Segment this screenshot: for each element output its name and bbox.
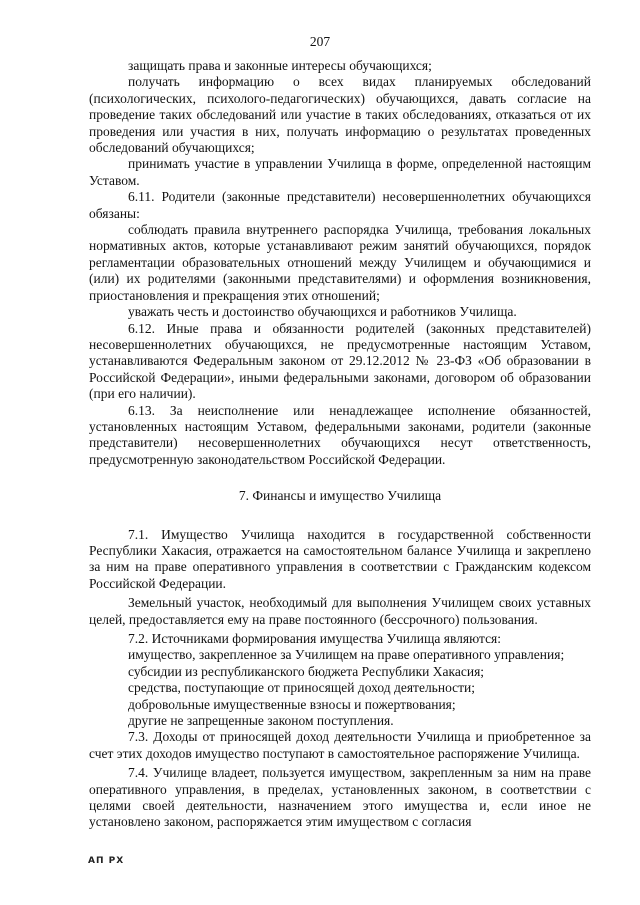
footer-stamp-mark: АП РХ <box>88 856 125 866</box>
page-number: 207 <box>309 34 331 49</box>
paragraph: 7.4. Училище владеет, пользуется имуществом, закрепленным за ним на праве оперативного управления, в пределах, установленных законом, в соответствии с целями своей деятельности, назначением этого имущества и, если иное не установлено законом, распоряжается этим имуществом с согласия <box>89 765 591 830</box>
paragraph: средства, поступающие от приносящей доход деятельности; <box>128 680 476 696</box>
paragraph: защищать права и законные интересы обучающихся; <box>128 58 432 73</box>
paragraph: 6.12. Иные права и обязанности родителей (законных представителей) несовершеннолетних обучающихся, не предусмотренные настоящим Уставом, устанавливаются Федеральным законом от 29.12.2012 № 23-ФЗ «Об образовании в Российской Федерации», иными федеральными законами, договором об образовании (при его наличии). <box>89 320 591 402</box>
paragraph: другие не запрещенные законом поступления. <box>128 713 394 729</box>
paragraph: принимать участие в управлении Училища в форме, определенной настоящим Уставом. <box>89 156 591 188</box>
paragraph: 7.2. Источниками формирования имущества Училища являются: <box>128 631 502 646</box>
paragraph: получать информацию о всех видах планируемых обследований (психологических, психолого-педагогических) обучающихся, давать согласие на проведение таких обследований или участие в таких обследованиях, отказаться от их проведения или участия в них, получать информацию о результатах проведенных обследований обучающихся; <box>89 74 591 156</box>
paragraph: Земельный участок, необходимый для выполнения Училищем своих уставных целей, предоставляется ему на праве постоянного (бессрочного) пользования. <box>89 595 591 627</box>
section-6-continuation <box>89 58 591 468</box>
paragraph: имущество, закрепленное за Училищем на праве оперативного управления; <box>128 647 565 663</box>
paragraph: уважать честь и достоинство обучающихся и работников Училища. <box>128 304 517 320</box>
paragraph: субсидии из республиканского бюджета Республики Хакасия; <box>128 663 485 679</box>
paragraph: 6.13. За неисполнение или ненадлежащее исполнение обязанностей, установленных настоящим Уставом, федеральными законами, родители (законные представители) несовершеннолетних обучающихся несут ответственность, предусмотренную законодательством Российской Федерации. <box>89 402 591 467</box>
document-body <box>89 58 591 831</box>
section-title: 7. Финансы и имущество Училища <box>238 488 442 504</box>
paragraph: соблюдать правила внутреннего распорядка Училища, требования локальных нормативных актов, которые устанавливают режим занятий обучающихся, порядок регламентации образовательных отношений между Училищем и обучающимися и (или) их родителями (законными представителями) и оформления возникновения, приостановления и прекращения этих отношений; <box>89 222 591 303</box>
section-7-body <box>89 527 591 831</box>
paragraph: 6.11. Родители (законные представители) несовершеннолетних обучающихся обязаны: <box>89 189 591 221</box>
paragraph: 7.1. Имущество Училища находится в государственной собственности Республики Хакасия, отражается на самостоятельном балансе Училища и закреплено за ним на праве оперативного управления в соответствии с Гражданским кодексом Российской Федерации. <box>89 526 591 591</box>
paragraph: добровольные имущественные взносы и пожертвования; <box>128 696 456 712</box>
paragraph: 7.3. Доходы от приносящей доход деятельности Училища и приобретенное за счет этих доходов имущество поступают в самостоятельное распоряжение Училища. <box>89 729 591 761</box>
